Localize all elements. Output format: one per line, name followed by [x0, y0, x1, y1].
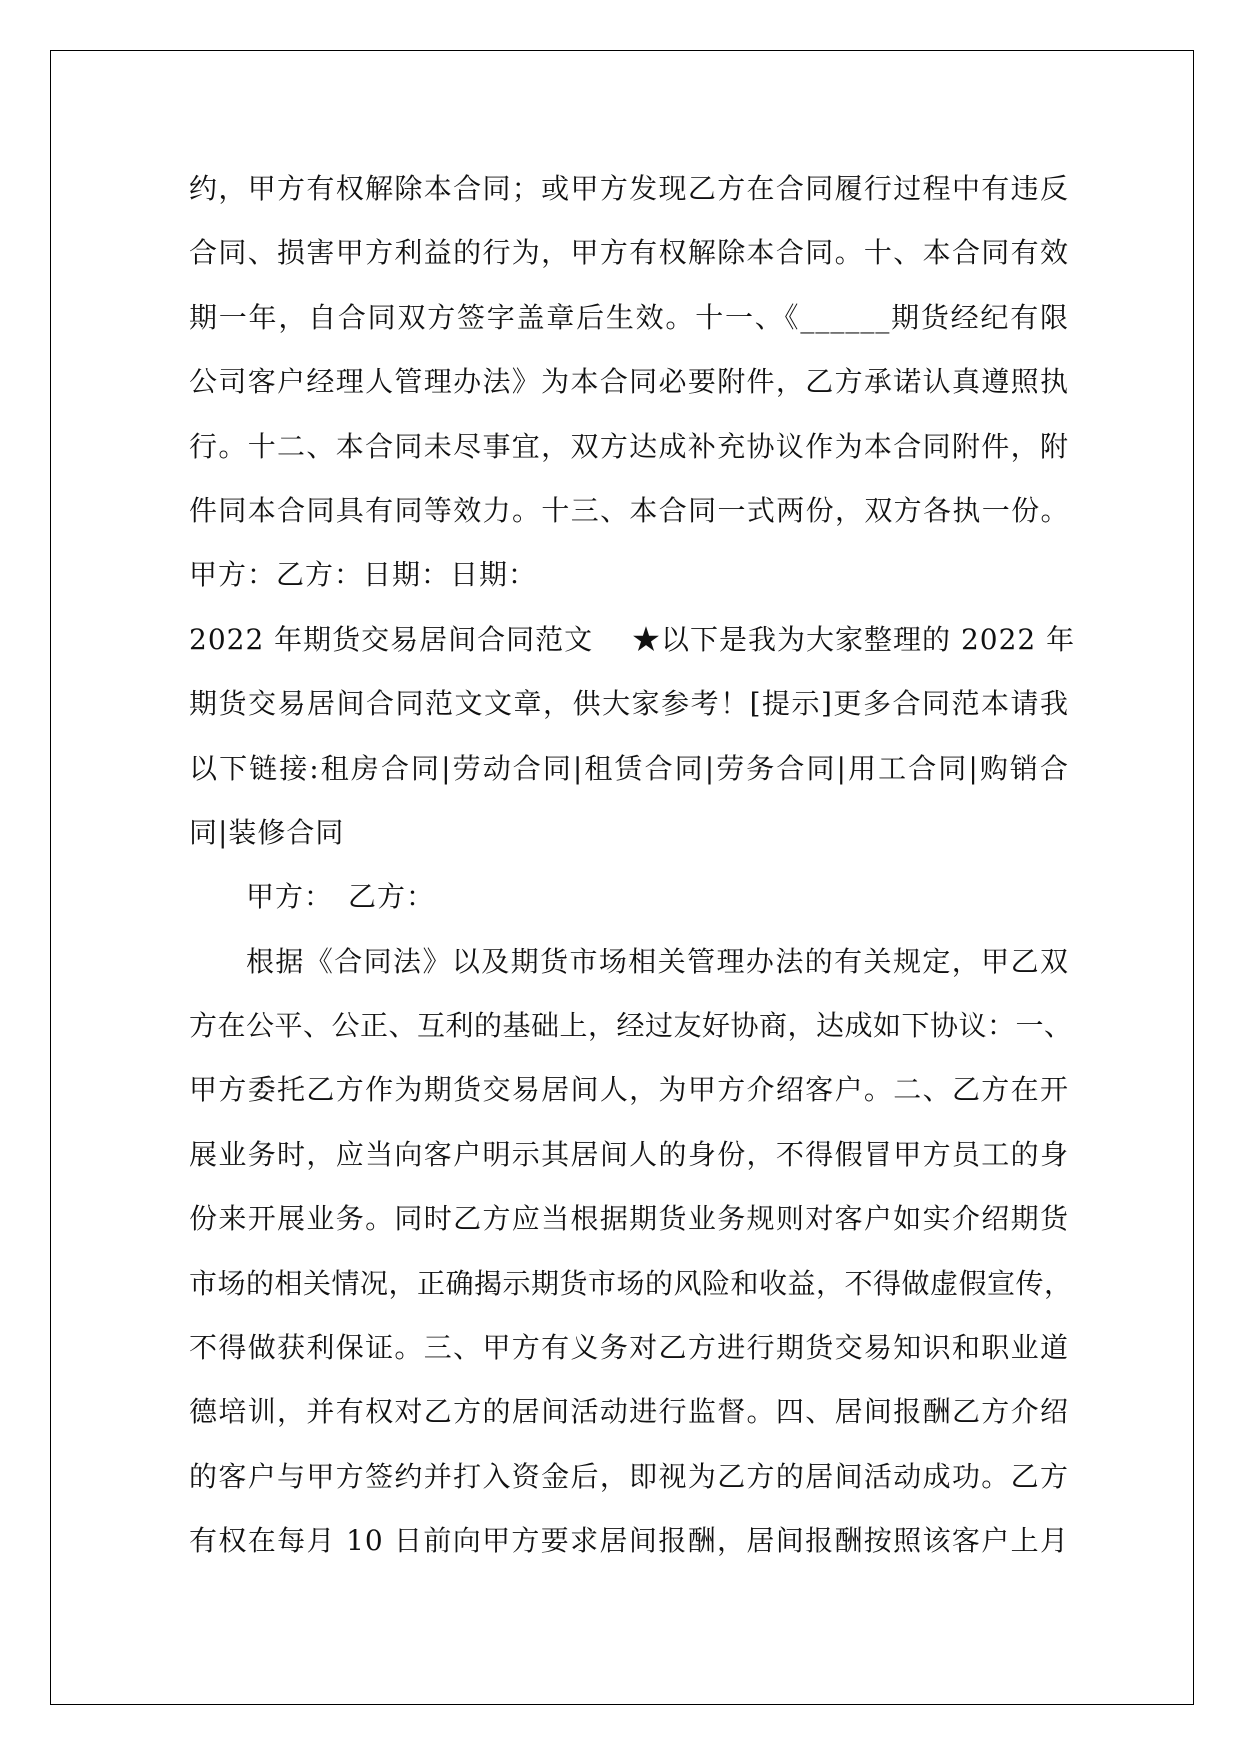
text-line: 件同本合同具有同等效力。十三、本合同一式两份，双方各执一份。: [189, 493, 1069, 527]
text-line: 行。十二、本合同未尽事宜，双方达成补充协议作为本合同附件，附: [189, 429, 1069, 463]
document-body: [189, 157, 1076, 1574]
text-line: 方在公平、公正、互利的基础上，经过友好协商，达成如下协议：一、: [189, 1009, 1073, 1043]
text-line: 的客户与甲方签约并打入资金后，即视为乙方的居间活动成功。乙方: [189, 1459, 1069, 1493]
text-line: 以下链接:租房合同|劳动合同|租赁合同|劳务合同|用工合同|购销合: [189, 751, 1069, 785]
party-line: 甲方： 乙方：: [246, 880, 436, 914]
text-line: 合同、损害甲方利益的行为，甲方有权解除本合同。十、本合同有效: [189, 236, 1069, 270]
text-line: 德培训，并有权对乙方的居间活动进行监督。四、居间报酬乙方介绍: [189, 1395, 1069, 1429]
text-line: 不得做获利保证。三、甲方有义务对乙方进行期货交易知识和职业道: [189, 1331, 1069, 1365]
text-line: 甲方委托乙方作为期货交易居间人，为甲方介绍客户。二、乙方在开: [189, 1073, 1069, 1107]
text-line: 同|装修合同: [189, 815, 345, 849]
text-line: 市场的相关情况，正确揭示期货市场的风险和收益，不得做虚假宣传，: [189, 1266, 1073, 1300]
text-line: 有权在每月 10 日前向甲方要求居间报酬，居间报酬按照该客户上月: [189, 1524, 1069, 1558]
text-line: 约，甲方有权解除本合同；或甲方发现乙方在合同履行过程中有违反: [189, 172, 1069, 205]
text-line: 份来开展业务。同时乙方应当根据期货业务规则对客户如实介绍期货: [189, 1202, 1069, 1236]
text-line: 2022 年期货交易居间合同范文 ★以下是我为大家整理的 2022 年: [189, 622, 1076, 656]
text-line: 公司客户经理人管理办法》为本合同必要附件，乙方承诺认真遵照执: [189, 365, 1069, 399]
text-line: 期一年，自合同双方签字盖章后生效。十一、《______期货经纪有限: [189, 300, 1069, 334]
paragraph-first-line: 根据《合同法》以及期货市场相关管理办法的有关规定，甲乙双: [246, 944, 1069, 978]
text-line: 期货交易居间合同范文文章，供大家参考！[提示]更多合同范本请我: [189, 687, 1069, 721]
text-line: 展业务时，应当向客户明示其居间人的身份，不得假冒甲方员工的身: [189, 1137, 1069, 1171]
signature-line: 甲方：乙方：日期：日期：: [189, 558, 538, 592]
